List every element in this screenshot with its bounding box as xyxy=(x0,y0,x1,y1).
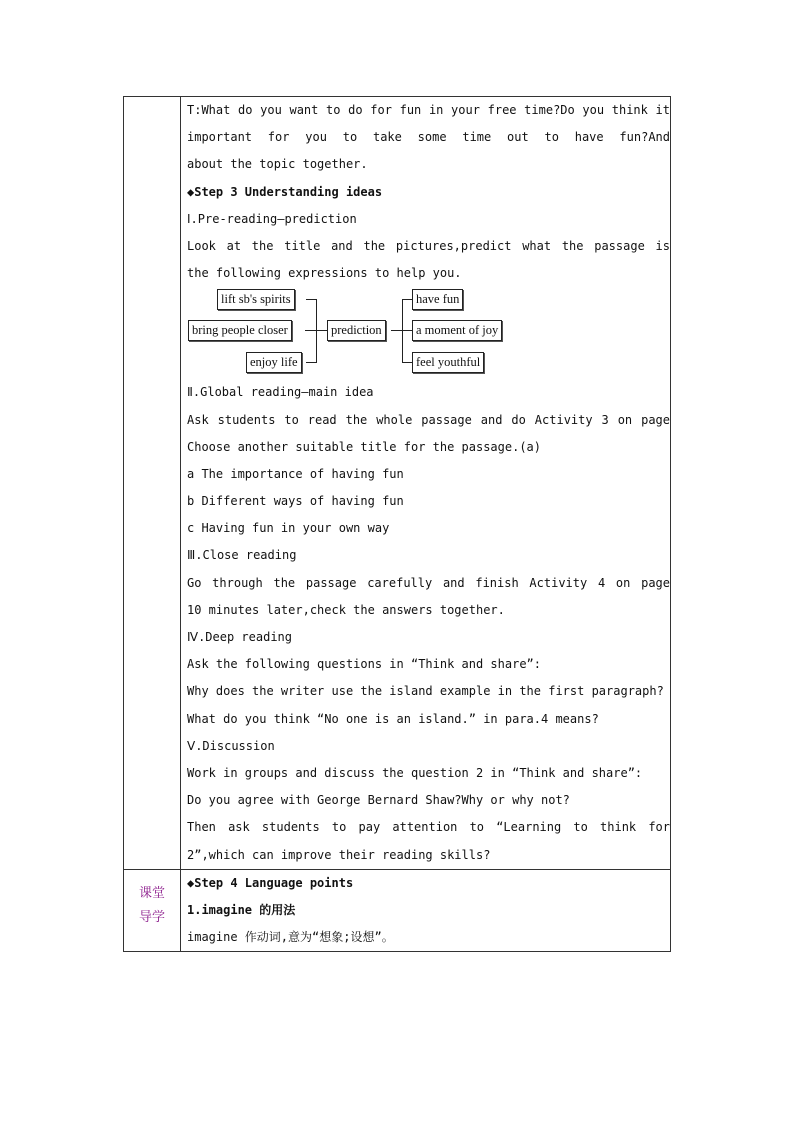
close-reading-line: Go through the passage carefully and finish Activity 4 on page xyxy=(187,575,670,590)
main-cell xyxy=(181,97,671,870)
global-reading-line: Choose another suitable title for the passage.(a) xyxy=(187,439,542,454)
diagram-left-box: bring people closer xyxy=(188,320,292,341)
connector-line xyxy=(306,299,316,300)
diagram-left-box: lift sb's spirits xyxy=(217,289,295,310)
main-cell xyxy=(181,869,671,952)
option-c: c Having fun in your own way xyxy=(187,521,390,536)
diagram-right-box: have fun xyxy=(412,289,463,310)
side-label-line: 导学 xyxy=(138,909,165,925)
pre-reading-heading: Ⅰ.Pre-reading—prediction xyxy=(187,211,357,226)
diagram-right-box: feel youthful xyxy=(412,352,484,373)
discussion-line: Do you agree with George Bernard Shaw?Why or why not? xyxy=(187,793,570,808)
connector-line xyxy=(316,299,317,363)
connector-line xyxy=(306,362,316,363)
connector-line xyxy=(402,299,403,363)
intro-line: T:What do you want to do for fun in your free time?Do you think it xyxy=(187,103,670,117)
option-a: a The importance of having fun xyxy=(187,466,404,481)
deep-reading-line: Why does the writer use the island example in the first paragraph? xyxy=(187,684,664,699)
point1-title: 1.imagine 的用法 xyxy=(187,902,296,917)
diagram-left-box: enjoy life xyxy=(246,352,302,373)
option-b: b Different ways of having fun xyxy=(187,494,404,509)
pre-reading-line: Look at the title and the pictures,predict what the passage is xyxy=(187,238,670,253)
side-label-line: 课堂 xyxy=(138,885,165,901)
discussion-line: Then ask students to pay attention to “Learning to think for xyxy=(187,820,670,835)
connector-line xyxy=(402,362,412,363)
deep-reading-line: Ask the following questions in “Think and share”: xyxy=(187,657,542,672)
deep-reading-line: What do you think “No one is an island.” in para.4 means? xyxy=(187,711,599,726)
connector-line xyxy=(402,299,412,300)
side-label xyxy=(124,870,180,930)
global-reading-line: Ask students to read the whole passage and do Activity 3 on page xyxy=(187,412,670,427)
discussion-heading: Ⅴ.Discussion xyxy=(187,738,275,753)
connector-line xyxy=(391,330,402,331)
diagram-center-box: prediction xyxy=(327,320,386,341)
point1-text: imagine 作动词,意为“想象;设想”。 xyxy=(187,930,394,945)
connector-line xyxy=(305,330,316,331)
connector-line xyxy=(316,330,327,331)
connector-line xyxy=(402,330,412,331)
prediction-diagram xyxy=(187,287,667,379)
intro-line: important for you to take some time out to have fun?And xyxy=(187,130,670,145)
side-cell xyxy=(124,97,181,870)
diagram-right-box: a moment of joy xyxy=(412,320,502,341)
step3-title: ◆Step 3 Understanding ideas xyxy=(187,184,383,199)
close-reading-heading: Ⅲ.Close reading xyxy=(187,548,297,563)
discussion-line: 2”,which can improve their reading skills? xyxy=(187,847,491,862)
deep-reading-heading: Ⅳ.Deep reading xyxy=(187,630,292,644)
step4-title: ◆Step 4 Language points xyxy=(187,875,354,890)
global-reading-heading: Ⅱ.Global reading—main idea xyxy=(187,385,374,400)
table-row xyxy=(124,97,671,870)
side-cell xyxy=(124,869,181,952)
lesson-plan-table xyxy=(123,96,671,952)
pre-reading-line: the following expressions to help you. xyxy=(187,266,462,281)
discussion-line: Work in groups and discuss the question 2 in “Think and share”: xyxy=(187,765,643,780)
table-row xyxy=(124,869,671,952)
close-reading-line: 10 minutes later,check the answers together. xyxy=(187,602,505,617)
intro-line: about the topic together. xyxy=(187,157,368,172)
